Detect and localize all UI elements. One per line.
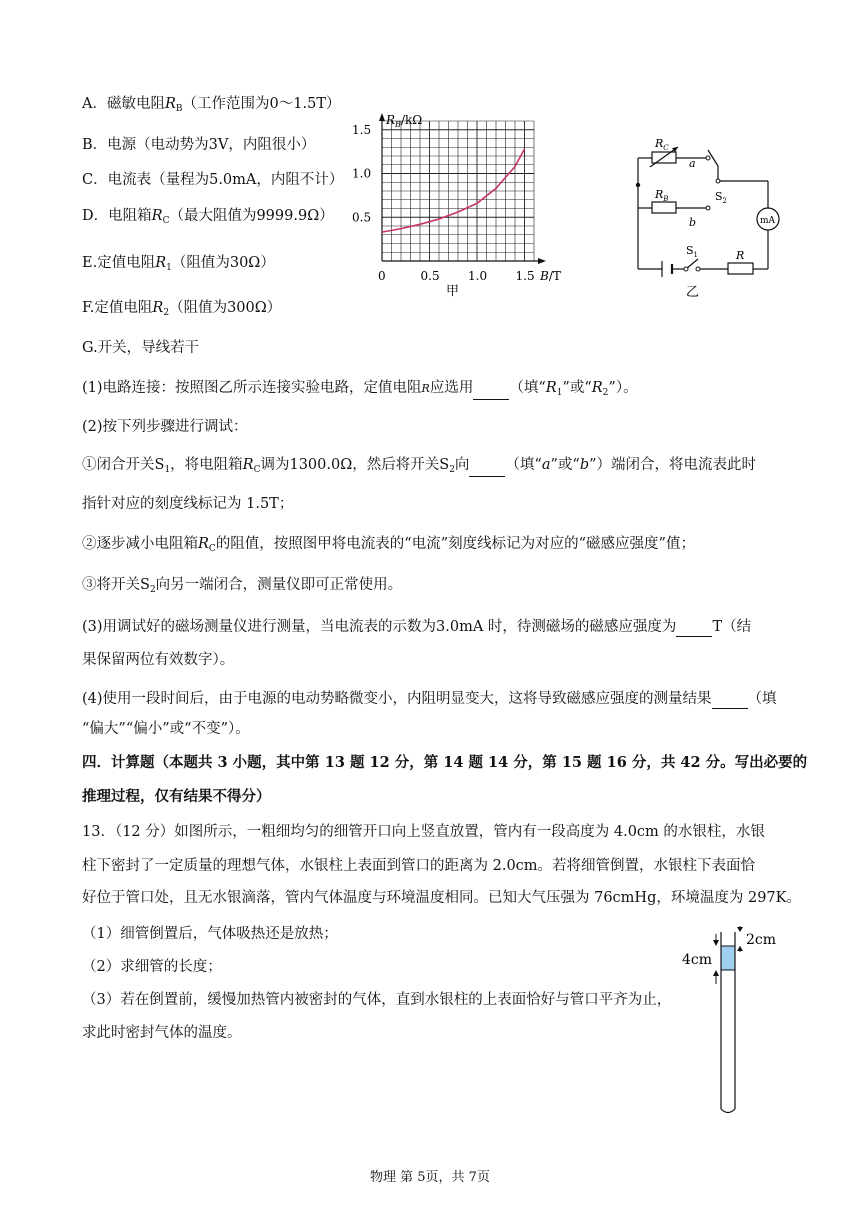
q13-part-2: （2）求细管的长度；: [82, 959, 222, 975]
q13-part-1: （1）细管倒置后，气体吸热还是放热；: [82, 926, 338, 942]
x-tick-label: 0.5: [420, 269, 440, 283]
step-1-line-2: 指针对应的刻度线标记为 1.5T；: [82, 496, 294, 512]
label-4cm: 4cm: [682, 952, 713, 968]
graph-caption: 甲: [446, 284, 460, 299]
mercury-column: [721, 946, 735, 970]
answer-blank-4[interactable]: [712, 694, 748, 709]
section-4-heading-2: 推理过程，仅有结果不得分）: [82, 788, 271, 805]
tube-figure: [680, 924, 790, 1114]
x-tick-label: 1.0: [468, 269, 488, 283]
q13-part-3a: （3）若在倒置前，缓慢加热管内被密封的气体，直到水银柱的上表面恰好与管口平齐为止，: [82, 992, 672, 1008]
s2-label: $S_2$: [715, 190, 728, 205]
y-tick-label: 0.5: [352, 210, 372, 225]
s1-contact: [696, 267, 700, 271]
y-axis-label: $R_B/k\Omega$: [386, 113, 423, 129]
r-resistor: [728, 263, 753, 274]
y-tick-label: 1.0: [352, 166, 372, 181]
answer-blank-2[interactable]: [469, 462, 505, 477]
item-c: C．电流表（量程为5.0mA，内阻不计）: [82, 172, 344, 188]
s2-pivot: [716, 179, 720, 183]
circuit-yi: [600, 128, 820, 308]
question-3-line-1: (3)用调试好的磁场测量仪进行测量，当电流表的示数为3.0mA 时，待测磁场的磁感应强度为 T（结: [82, 619, 752, 635]
terminal-b: [706, 206, 710, 210]
answer-blank-1[interactable]: [473, 385, 509, 400]
q13-part-3b: 求此时密封气体的温度。: [82, 1025, 242, 1041]
q13-line-1: 13．（12 分）如图所示，一粗细均匀的细管开口向上竖直放置，管内有一段高度为 4.0cm 的水银柱，水银: [82, 824, 765, 840]
s1-pivot: [684, 267, 688, 271]
terminal-a: [706, 156, 710, 160]
y-axis-arrow: [379, 113, 385, 121]
item-g: G.开关，导线若干: [82, 340, 200, 356]
ammeter-label: mA: [760, 216, 776, 226]
question-1: (1)电路连接：按照图乙所示连接实验电路，定值电阻R应选用 （填“$R_1$”或“$R_2$”）。: [82, 380, 638, 398]
x-axis-label: B/T: [540, 269, 561, 283]
rb-curve: [382, 149, 525, 232]
x-tick-labels: [378, 269, 535, 283]
q13-line-2: 柱下密封了一定质量的理想气体，水银柱上表面到管口的距离为 2.0cm。若将细管倒置，水银柱下表面恰: [82, 858, 756, 874]
question-3-line-2: 果保留两位有效数字）。: [82, 652, 235, 668]
y-tick-labels: [352, 123, 371, 225]
item-a: A．磁敏电阻$R_B$（工作范围为0～1.5T）: [82, 96, 341, 114]
junction-dot: [636, 183, 640, 187]
x-axis-arrow: [538, 258, 546, 264]
rb-resistor: [652, 202, 676, 213]
item-b: B．电源（电动势为3V，内阻很小）: [82, 137, 316, 153]
step-1-line-1: ①闭合开关$S_1$，将电阻箱$R_C$调为1300.0Ω，然后将开关$S_2$向 （填“a”或“b”）端闭合，将电流表此时: [82, 457, 757, 475]
r-label: R: [736, 249, 745, 262]
rb-label: $R_B$: [655, 188, 669, 203]
label-a: a: [689, 157, 696, 170]
tube-bottom: [721, 1109, 735, 1113]
item-d: D．电阻箱$R_C$（最大阻值为9999.9Ω）: [82, 208, 334, 226]
label-b: b: [689, 216, 697, 229]
label-2cm: 2cm: [746, 932, 777, 948]
graph-jia: [350, 108, 575, 304]
step-3: ③将开关$S_2$向另一端闭合，测量仪即可正常使用。: [82, 577, 403, 595]
x-tick-label: 1.5: [515, 269, 535, 283]
graph-grid: [382, 121, 534, 261]
section-4-heading: 四．计算题（本题共 3 小题，其中第 13 题 12 分，第 14 题 14 分，第 15 题 16 分，共 42 分。写出必要的: [82, 754, 808, 771]
x-tick-label: 0: [378, 269, 386, 283]
step-2: ②逐步减小电阻箱$R_C$的阻值，按照图甲将电流表的“电流”刻度线标记为对应的“磁感应强度”值；: [82, 536, 695, 554]
y-tick-label: 1.5: [352, 122, 372, 137]
question-4-line-1: (4)使用一段时间后，由于电源的电动势略微变小，内阻明显变大，这将导致磁感应强度的测量结果 （填: [82, 691, 777, 707]
item-e: E.定值电阻$R_1$（阻值为30Ω）: [82, 255, 275, 273]
circuit-caption: 乙: [686, 285, 700, 300]
q13-line-3: 好位于管口处，且无水银滴落，管内气体温度与环境温度相同。已知大气压强为 76cmHg，环境温度为 297K。: [82, 890, 801, 906]
question-2: (2)按下列步骤进行调试：: [82, 419, 248, 435]
answer-blank-3[interactable]: [676, 622, 712, 637]
rc-label: $R_C$: [655, 137, 669, 152]
s1-label: $S_1$: [686, 244, 699, 259]
page-footer: 物理 第 5页，共 7页: [370, 1170, 490, 1185]
question-4-line-2: “偏大”“偏小”或“不变”）。: [82, 721, 250, 737]
item-f: F.定值电阻$R_2$（阻值为300Ω）: [82, 300, 282, 318]
